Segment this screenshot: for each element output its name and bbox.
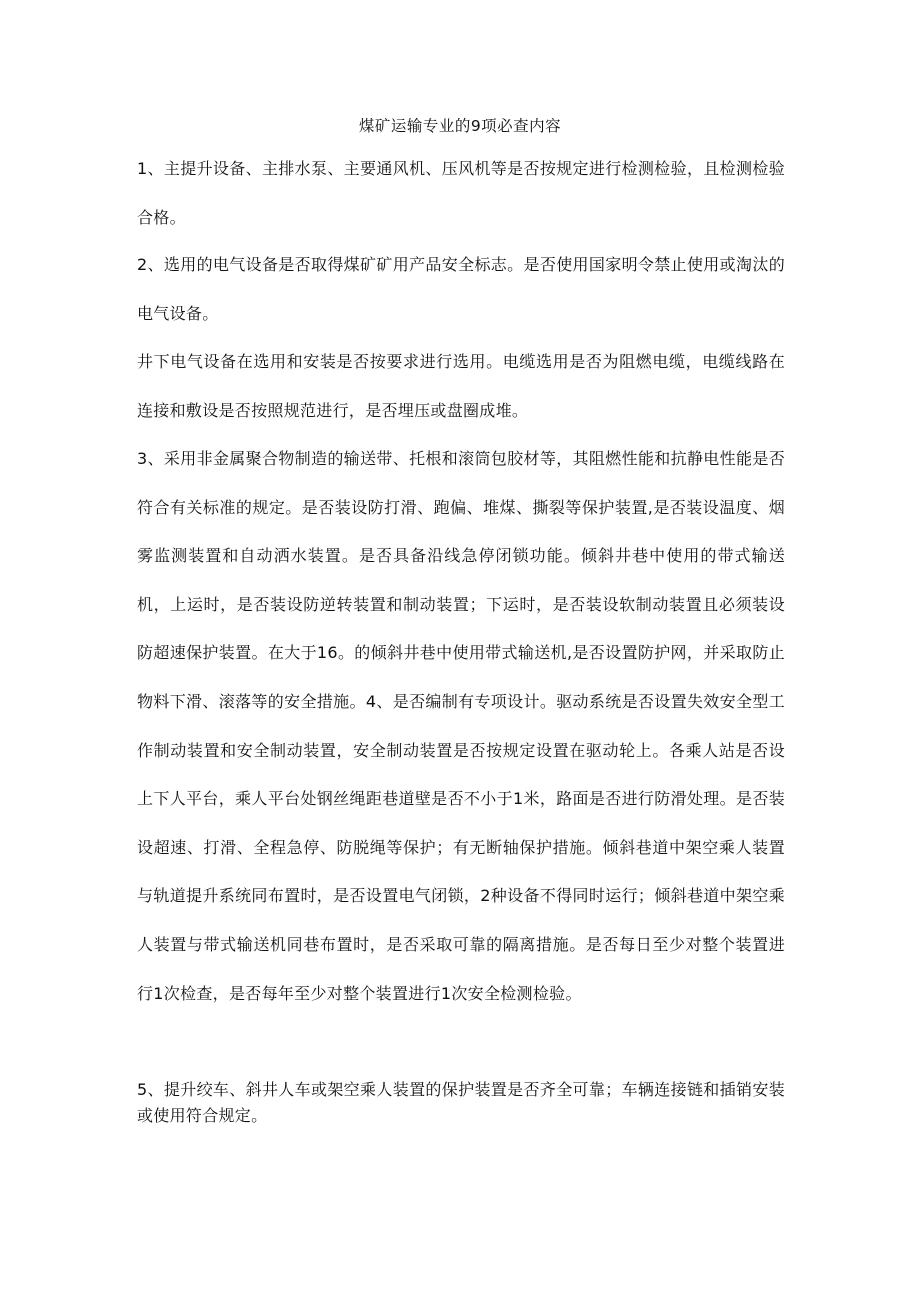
paragraph-underground-electrical: 井下电气设备在选用和安装是否按要求进行选用。电缆选用是否为阻燃电缆，电缆线路在连接和敷设是否按照规范进行，是否埋压或盘圈成堆。 [137, 352, 785, 420]
paragraph-3-4-conveyor-and-ropeway: 3、采用非金属聚合物制造的输送带、托根和滚筒包胶材等，其阻燃性能和抗静电性能是否符合有关标准的规定。是否装设防打滑、跑偏、堆煤、撕裂等保护装置,是否装设温度、烟雾监测装置和自动洒水装置。是否具备沿线急停闭锁功能。倾斜井巷中使用的带式输送机，上运时，是否装设防逆转装置和制动装置；下运时，是否装设软制动装置且必须装设防超速保护装置。在大于16。的倾斜井巷中使用带式输送机,是否设置防护网，并采取防止物料下滑、滚落等的安全措施。4、是否编制有专项设计。驱动系统是否设置失效安全型工作制动装置和安全制动装置，安全制动装置是否按规定设置在驱动轮上。各乘人站是否设上下人平台，乘人平台处钢丝绳距巷道壁是否不小于1米，路面是否进行防滑处理。是否装设超速、打滑、全程急停、防脱绳等保护；有无断轴保护措施。倾斜巷道中架空乘人装置与轨道提升系统同布置时，是否设置电气闭锁，2种设备不得同时运行；倾斜巷道中架空乘人装置与带式输送机同巷布置时，是否采取可靠的隔离措施。是否每日至少对整个装置进行1次检查，是否每年至少对整个装置进行1次安全检测检验。 [137, 449, 785, 1003]
document-title: 煤矿运输专业的9项必查内容 [358, 117, 562, 135]
paragraph-2-electrical-equipment: 2、选用的电气设备是否取得煤矿矿用产品安全标志。是否使用国家明令禁止使用或淘汰的电气设备。 [137, 255, 785, 323]
paragraph-5-winch-and-man-car: 5、提升绞车、斜井人车或架空乘人装置的保护装置是否齐全可靠；车辆连接链和插销安装或使用符合规定。 [137, 1080, 785, 1125]
paragraph-1-inspection-equipment: 1、主提升设备、主排水泵、主要通风机、压风机等是否按规定进行检测检验，且检测检验合格。 [137, 159, 785, 227]
